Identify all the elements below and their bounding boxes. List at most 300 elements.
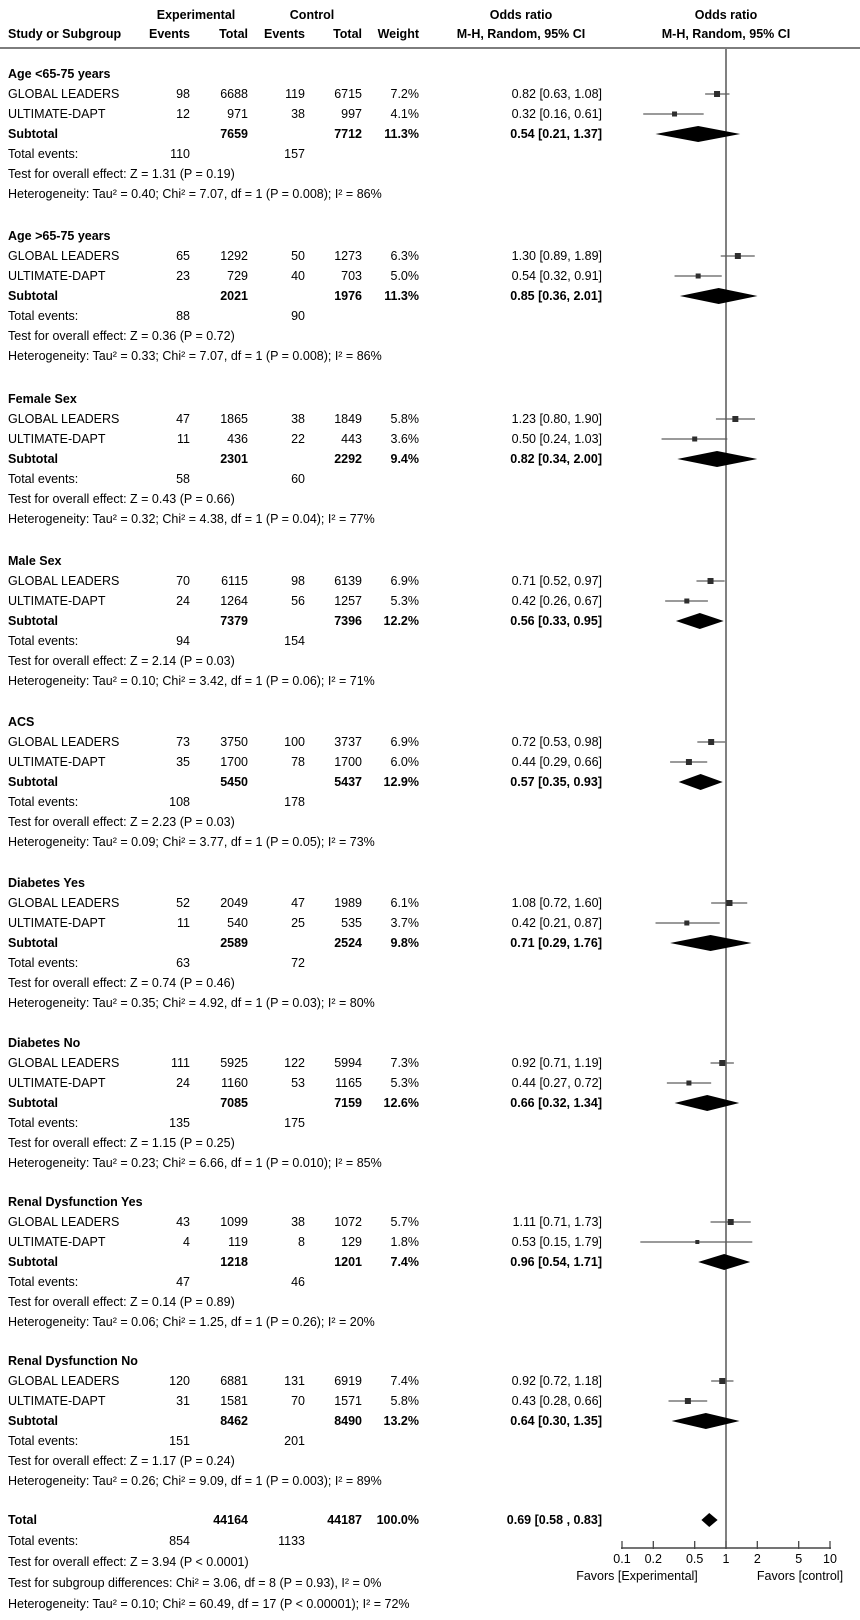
exp-events: 12 — [176, 107, 190, 121]
weight: 13.2% — [383, 1414, 419, 1428]
ctl-total: 703 — [341, 269, 362, 283]
effect-square — [684, 599, 689, 604]
or-ci-text: 0.43 [0.28, 0.66] — [511, 1394, 602, 1408]
or-ci-text: 0.54 [0.21, 1.37] — [510, 127, 602, 141]
heterogeneity-text: Heterogeneity: Tau² = 0.33; Chi² = 7.07, df = 1 (P = 0.008); I² = 86% — [8, 349, 382, 363]
exp-total: 1700 — [220, 755, 248, 769]
exp-events: 4 — [183, 1235, 190, 1249]
weight: 100.0% — [376, 1513, 419, 1527]
subtotal-diamond — [656, 126, 741, 142]
total-events-label: Total events: — [8, 309, 79, 323]
subtotal-row — [0, 933, 620, 953]
or-ci-text: 0.85 [0.36, 2.01] — [510, 289, 602, 303]
weight: 9.8% — [390, 936, 419, 950]
total-label: Total — [8, 1513, 37, 1527]
heterogeneity-text: Heterogeneity: Tau² = 0.40; Chi² = 7.07, df = 1 (P = 0.008); I² = 86% — [8, 187, 382, 201]
study-name: ULTIMATE-DAPT — [8, 269, 106, 283]
weight: 6.0% — [390, 755, 419, 769]
subgroup-title-row — [0, 1351, 620, 1371]
or-ci-text: 0.72 [0.53, 0.98] — [511, 735, 602, 749]
weight: 12.6% — [383, 1096, 419, 1110]
or-ci-text: 0.56 [0.33, 0.95] — [510, 614, 602, 628]
ctl-total-events: 154 — [284, 634, 305, 648]
weight: 5.3% — [390, 594, 419, 608]
subtotal-diamond — [675, 1095, 740, 1111]
header-study-or-subgroup: Study or Subgroup — [8, 27, 122, 41]
heterogeneity-row — [0, 671, 620, 691]
x-axis-tick-label: 0.2 — [644, 1552, 663, 1566]
ctl-total: 129 — [341, 1235, 362, 1249]
weight: 5.7% — [390, 1215, 419, 1229]
ctl-events: 50 — [291, 249, 305, 263]
exp-total: 7085 — [220, 1096, 248, 1110]
effect-square — [672, 112, 677, 117]
ctl-total: 1989 — [334, 896, 362, 910]
total-events-row — [0, 469, 620, 489]
heterogeneity-text: Heterogeneity: Tau² = 0.10; Chi² = 60.49, df = 17 (P < 0.00001); I² = 72% — [8, 1597, 410, 1611]
subtotal-label: Subtotal — [8, 1255, 58, 1269]
total-events-label: Total events: — [8, 147, 79, 161]
header-ctl-events: Events — [264, 27, 305, 41]
ctl-events: 122 — [284, 1056, 305, 1070]
subtotal-label: Subtotal — [8, 936, 58, 950]
exp-total-events: 63 — [176, 956, 190, 970]
exp-total: 5450 — [220, 775, 248, 789]
ctl-total: 443 — [341, 432, 362, 446]
subgroup-title: Age >65-75 years — [8, 229, 111, 243]
heterogeneity-row — [0, 993, 620, 1013]
weight: 7.4% — [390, 1374, 419, 1388]
effect-test-text: Test for overall effect: Z = 0.14 (P = 0.89) — [8, 1295, 235, 1309]
heterogeneity-text: Heterogeneity: Tau² = 0.23; Chi² = 6.66, df = 1 (P = 0.010); I² = 85% — [8, 1156, 382, 1170]
subgroup-title: Renal Dysfunction Yes — [8, 1195, 143, 1209]
total-events-label: Total events: — [8, 795, 79, 809]
ctl-total-events: 60 — [291, 472, 305, 486]
subtotal-row — [0, 124, 620, 144]
or-ci-text: 0.44 [0.29, 0.66] — [511, 755, 602, 769]
exp-total: 119 — [228, 1235, 248, 1249]
effect-square — [719, 1378, 725, 1384]
subgroup-title-row — [0, 873, 620, 893]
exp-events: 111 — [170, 1056, 190, 1070]
ctl-total: 8490 — [334, 1414, 362, 1428]
exp-events: 65 — [176, 249, 190, 263]
ctl-events: 56 — [291, 594, 305, 608]
or-ci-text: 0.71 [0.52, 0.97] — [511, 574, 602, 588]
heterogeneity-text: Heterogeneity: Tau² = 0.32; Chi² = 4.38, df = 1 (P = 0.04); I² = 77% — [8, 512, 375, 526]
ctl-events: 100 — [284, 735, 305, 749]
ctl-events: 40 — [291, 269, 305, 283]
exp-total: 3750 — [220, 735, 248, 749]
study-name: ULTIMATE-DAPT — [8, 107, 106, 121]
subtotal-row — [0, 1252, 620, 1272]
study-name: ULTIMATE-DAPT — [8, 594, 106, 608]
study-row — [0, 732, 620, 752]
ctl-total-events: 201 — [284, 1434, 305, 1448]
weight: 1.8% — [390, 1235, 419, 1249]
total-events-label: Total events: — [8, 1275, 79, 1289]
subtotal-row — [0, 449, 620, 469]
subtotal-diamond — [698, 1254, 750, 1270]
study-name: GLOBAL LEADERS — [8, 735, 120, 749]
or-ci-text: 0.66 [0.32, 1.34] — [510, 1096, 602, 1110]
exp-total: 5925 — [220, 1056, 248, 1070]
weight: 7.3% — [390, 1056, 419, 1070]
effect-test-text: Test for overall effect: Z = 1.15 (P = 0.25) — [8, 1136, 235, 1150]
exp-events: 43 — [176, 1215, 190, 1229]
subgroup-title-row — [0, 64, 620, 84]
effect-test-row — [0, 326, 620, 346]
ctl-total: 1571 — [334, 1394, 362, 1408]
effect-square — [714, 91, 720, 97]
ctl-events: 119 — [285, 87, 305, 101]
x-axis-tick-label: 10 — [823, 1552, 837, 1566]
exp-total: 7379 — [220, 614, 248, 628]
exp-total: 1218 — [220, 1255, 248, 1269]
ctl-total-events: 178 — [284, 795, 305, 809]
effect-square — [732, 416, 738, 422]
effect-square — [692, 437, 697, 442]
header-odds-ratio-plot-col: Odds ratio — [694, 8, 758, 22]
ctl-total: 1201 — [334, 1255, 362, 1269]
study-row — [0, 104, 620, 124]
weight: 5.8% — [390, 1394, 419, 1408]
study-name: GLOBAL LEADERS — [8, 896, 120, 910]
exp-total: 729 — [227, 269, 248, 283]
header-control-group: Control — [289, 8, 335, 22]
heterogeneity-row — [0, 509, 620, 529]
heterogeneity-text: Heterogeneity: Tau² = 0.26; Chi² = 9.09, df = 1 (P = 0.003); I² = 89% — [8, 1474, 382, 1488]
x-axis-tick-label: 1 — [722, 1552, 730, 1566]
exp-events: 120 — [169, 1374, 190, 1388]
total-events-label: Total events: — [8, 634, 79, 648]
weight: 5.0% — [390, 269, 419, 283]
header-exp-events: Events — [149, 27, 190, 41]
subgroup-title: Female Sex — [8, 392, 77, 406]
exp-total: 6115 — [221, 574, 248, 588]
or-ci-text: 0.92 [0.72, 1.18] — [511, 1374, 602, 1388]
exp-total: 44164 — [213, 1513, 248, 1527]
header-experimental-group: Experimental — [156, 8, 236, 22]
total-events-row — [0, 1431, 620, 1451]
or-ci-text: 0.82 [0.63, 1.08] — [511, 87, 602, 101]
ctl-total: 1700 — [334, 755, 362, 769]
ctl-total: 1165 — [335, 1076, 362, 1090]
or-ci-text: 0.42 [0.21, 0.87] — [511, 916, 602, 930]
total-events-label: Total events: — [8, 472, 79, 486]
subtotal-row — [0, 1093, 620, 1113]
heterogeneity-row — [0, 1312, 620, 1332]
study-row — [0, 266, 620, 286]
header-odds-ratio-text-col: Odds ratio — [489, 8, 553, 22]
study-name: ULTIMATE-DAPT — [8, 1394, 106, 1408]
exp-events: 73 — [176, 735, 190, 749]
total-events-row — [0, 1272, 620, 1292]
header-exp-total: Total — [219, 27, 248, 41]
heterogeneity-text: Heterogeneity: Tau² = 0.09; Chi² = 3.77, df = 1 (P = 0.05); I² = 73% — [8, 835, 375, 849]
study-row — [0, 84, 620, 104]
subtotal-diamond — [676, 613, 724, 629]
ctl-total: 3737 — [334, 735, 362, 749]
weight: 4.1% — [390, 107, 419, 121]
subtotal-label: Subtotal — [8, 289, 58, 303]
effect-test-text: Test for overall effect: Z = 1.17 (P = 0.24) — [8, 1454, 235, 1468]
exp-events: 47 — [176, 412, 190, 426]
heterogeneity-row — [0, 1594, 620, 1614]
exp-total-events: 135 — [169, 1116, 190, 1130]
total-row — [0, 1510, 620, 1530]
favors-control-label: Favors [control] — [756, 1569, 844, 1583]
subtotal-row — [0, 286, 620, 306]
ctl-total: 2524 — [334, 936, 362, 950]
ctl-total-events: 90 — [291, 309, 305, 323]
study-row — [0, 571, 620, 591]
subgroup-title: Age <65-75 years — [8, 67, 111, 81]
weight: 6.3% — [390, 249, 419, 263]
total-events-row — [0, 306, 620, 326]
effect-test-text: Test for overall effect: Z = 1.31 (P = 0.19) — [8, 167, 235, 181]
ctl-events: 38 — [291, 107, 305, 121]
subgroup-title-row — [0, 712, 620, 732]
or-ci-text: 0.57 [0.35, 0.93] — [510, 775, 602, 789]
study-row — [0, 429, 620, 449]
ctl-total: 1072 — [334, 1215, 362, 1229]
exp-events: 11 — [177, 916, 190, 930]
exp-total-events: 151 — [169, 1434, 190, 1448]
study-name: ULTIMATE-DAPT — [8, 1235, 106, 1249]
subgroup-title: Renal Dysfunction No — [8, 1354, 138, 1368]
exp-total: 540 — [227, 916, 248, 930]
x-axis-tick-label: 2 — [753, 1552, 761, 1566]
ctl-events: 8 — [298, 1235, 305, 1249]
or-ci-text: 0.32 [0.16, 0.61] — [511, 107, 602, 121]
total-events-row — [0, 792, 620, 812]
subtotal-row — [0, 611, 620, 631]
ctl-events: 25 — [291, 916, 305, 930]
effect-square — [686, 1081, 691, 1086]
ctl-total: 7712 — [334, 127, 362, 141]
ctl-events: 78 — [291, 755, 305, 769]
or-ci-text: 0.96 [0.54, 1.71] — [510, 1255, 602, 1269]
ctl-total: 1849 — [334, 412, 362, 426]
study-name: GLOBAL LEADERS — [8, 249, 120, 263]
weight: 5.3% — [390, 1076, 419, 1090]
header-method-plot-col: M-H, Random, 95% CI — [661, 27, 791, 41]
ctl-total: 2292 — [334, 452, 362, 466]
exp-total: 1581 — [220, 1394, 248, 1408]
heterogeneity-row — [0, 832, 620, 852]
ctl-total-events: 72 — [291, 956, 305, 970]
effect-square — [708, 578, 714, 584]
subgroup-title-row — [0, 1033, 620, 1053]
subtotal-diamond — [670, 935, 751, 951]
heterogeneity-text: Heterogeneity: Tau² = 0.35; Chi² = 4.92, df = 1 (P = 0.03); I² = 80% — [8, 996, 375, 1010]
subgroup-title-row — [0, 226, 620, 246]
subgroup-title: Diabetes No — [8, 1036, 81, 1050]
total-events-row — [0, 953, 620, 973]
exp-total: 6881 — [220, 1374, 248, 1388]
header-ctl-total: Total — [333, 27, 362, 41]
weight: 3.6% — [390, 432, 419, 446]
ctl-total: 1976 — [334, 289, 362, 303]
subgroup-test-text: Test for subgroup differences: Chi² = 3.06, df = 8 (P = 0.93), I² = 0% — [8, 1576, 382, 1590]
ctl-total: 535 — [341, 916, 362, 930]
weight: 3.7% — [390, 916, 419, 930]
exp-total: 1292 — [220, 249, 248, 263]
effect-test-row — [0, 1552, 620, 1572]
ctl-total: 5994 — [334, 1056, 362, 1070]
heterogeneity-text: Heterogeneity: Tau² = 0.10; Chi² = 3.42, df = 1 (P = 0.06); I² = 71% — [8, 674, 375, 688]
subgroup-title-row — [0, 389, 620, 409]
study-row — [0, 246, 620, 266]
ctl-total: 7159 — [334, 1096, 362, 1110]
exp-total: 1264 — [220, 594, 248, 608]
subtotal-label: Subtotal — [8, 1096, 58, 1110]
or-ci-text: 0.92 [0.71, 1.19] — [511, 1056, 602, 1070]
effect-square — [684, 921, 689, 926]
study-row — [0, 1232, 620, 1252]
ctl-events: 70 — [291, 1394, 305, 1408]
study-row — [0, 1371, 620, 1391]
exp-total: 436 — [227, 432, 248, 446]
weight: 9.4% — [390, 452, 419, 466]
weight: 7.2% — [390, 87, 419, 101]
exp-total: 8462 — [220, 1414, 248, 1428]
header-weight: Weight — [377, 27, 419, 41]
exp-total: 1160 — [221, 1076, 248, 1090]
subgroup-title: Diabetes Yes — [8, 876, 85, 890]
subtotal-label: Subtotal — [8, 1414, 58, 1428]
x-axis-tick-label: 0.5 — [685, 1552, 704, 1566]
study-name: GLOBAL LEADERS — [8, 1374, 120, 1388]
effect-square — [728, 1219, 734, 1225]
ctl-total: 44187 — [327, 1513, 362, 1527]
study-row — [0, 1391, 620, 1411]
exp-total-events: 854 — [169, 1534, 190, 1548]
exp-events: 31 — [176, 1394, 190, 1408]
favors-experimental-label: Favors [Experimental] — [576, 1569, 698, 1583]
ctl-total: 6715 — [334, 87, 362, 101]
study-name: GLOBAL LEADERS — [8, 1056, 120, 1070]
overall-diamond — [701, 1513, 717, 1527]
exp-events: 24 — [176, 1076, 190, 1090]
subtotal-diamond — [677, 451, 757, 467]
total-events-row — [0, 1531, 620, 1551]
study-name: GLOBAL LEADERS — [8, 412, 120, 426]
exp-total-events: 58 — [176, 472, 190, 486]
exp-total: 2049 — [220, 896, 248, 910]
study-row — [0, 591, 620, 611]
heterogeneity-row — [0, 1471, 620, 1491]
subtotal-row — [0, 772, 620, 792]
effect-square — [685, 1398, 691, 1404]
weight: 12.2% — [383, 614, 419, 628]
study-row — [0, 913, 620, 933]
weight: 12.9% — [383, 775, 419, 789]
ctl-total: 6139 — [334, 574, 362, 588]
ctl-events: 38 — [291, 412, 305, 426]
effect-test-row — [0, 1451, 620, 1471]
header-method-text-col: M-H, Random, 95% CI — [456, 27, 586, 41]
ctl-events: 131 — [284, 1374, 305, 1388]
ctl-events: 98 — [291, 574, 305, 588]
ctl-events: 53 — [291, 1076, 305, 1090]
study-row — [0, 1212, 620, 1232]
study-row — [0, 409, 620, 429]
or-ci-text: 0.53 [0.15, 1.79] — [511, 1235, 602, 1249]
exp-total-events: 108 — [169, 795, 190, 809]
exp-events: 35 — [176, 755, 190, 769]
effect-test-row — [0, 973, 620, 993]
weight: 6.1% — [390, 896, 419, 910]
ctl-total-events: 175 — [284, 1116, 305, 1130]
study-name: GLOBAL LEADERS — [8, 1215, 120, 1229]
exp-events: 23 — [176, 269, 190, 283]
ctl-events: 47 — [291, 896, 305, 910]
study-row — [0, 1053, 620, 1073]
effect-test-text: Test for overall effect: Z = 3.94 (P < 0.0001) — [8, 1555, 249, 1569]
effect-test-row — [0, 812, 620, 832]
header-rule — [0, 47, 860, 49]
subtotal-diamond — [672, 1413, 740, 1429]
effect-test-row — [0, 651, 620, 671]
effect-square — [686, 759, 692, 765]
study-row — [0, 893, 620, 913]
study-name: GLOBAL LEADERS — [8, 574, 120, 588]
total-events-row — [0, 1113, 620, 1133]
ctl-events: 22 — [291, 432, 305, 446]
exp-total: 2589 — [220, 936, 248, 950]
or-ci-text: 0.54 [0.32, 0.91] — [511, 269, 602, 283]
ctl-total: 5437 — [334, 775, 362, 789]
study-row — [0, 752, 620, 772]
exp-total: 1099 — [220, 1215, 248, 1229]
study-name: GLOBAL LEADERS — [8, 87, 120, 101]
effect-test-row — [0, 164, 620, 184]
heterogeneity-row — [0, 1153, 620, 1173]
study-name: ULTIMATE-DAPT — [8, 432, 106, 446]
total-events-row — [0, 631, 620, 651]
x-axis-tick-label: 0.1 — [613, 1552, 631, 1566]
subgroup-title-row — [0, 1192, 620, 1212]
or-ci-text: 0.50 [0.24, 1.03] — [511, 432, 602, 446]
or-ci-text: 0.82 [0.34, 2.00] — [510, 452, 602, 466]
exp-total: 7659 — [220, 127, 248, 141]
weight: 11.3% — [384, 127, 419, 141]
effect-test-text: Test for overall effect: Z = 2.23 (P = 0.03) — [8, 815, 235, 829]
ctl-total: 997 — [341, 107, 362, 121]
subgroup-title-row — [0, 551, 620, 571]
heterogeneity-text: Heterogeneity: Tau² = 0.06; Chi² = 1.25, df = 1 (P = 0.26); I² = 20% — [8, 1315, 375, 1329]
weight: 6.9% — [390, 735, 419, 749]
total-events-label: Total events: — [8, 1116, 79, 1130]
exp-events: 52 — [176, 896, 190, 910]
effect-square — [696, 274, 701, 279]
weight: 7.4% — [390, 1255, 419, 1269]
or-ci-text: 0.64 [0.30, 1.35] — [510, 1414, 602, 1428]
ctl-total: 1257 — [334, 594, 362, 608]
ctl-events: 38 — [291, 1215, 305, 1229]
ctl-total-events: 46 — [291, 1275, 305, 1289]
subtotal-diamond — [680, 288, 758, 304]
or-ci-text: 0.69 [0.58 , 0.83] — [506, 1513, 602, 1527]
exp-total-events: 110 — [170, 147, 190, 161]
ctl-total: 7396 — [334, 614, 362, 628]
heterogeneity-row — [0, 184, 620, 204]
exp-total-events: 47 — [176, 1275, 190, 1289]
subgroup-title: Male Sex — [8, 554, 62, 568]
heterogeneity-row — [0, 346, 620, 366]
